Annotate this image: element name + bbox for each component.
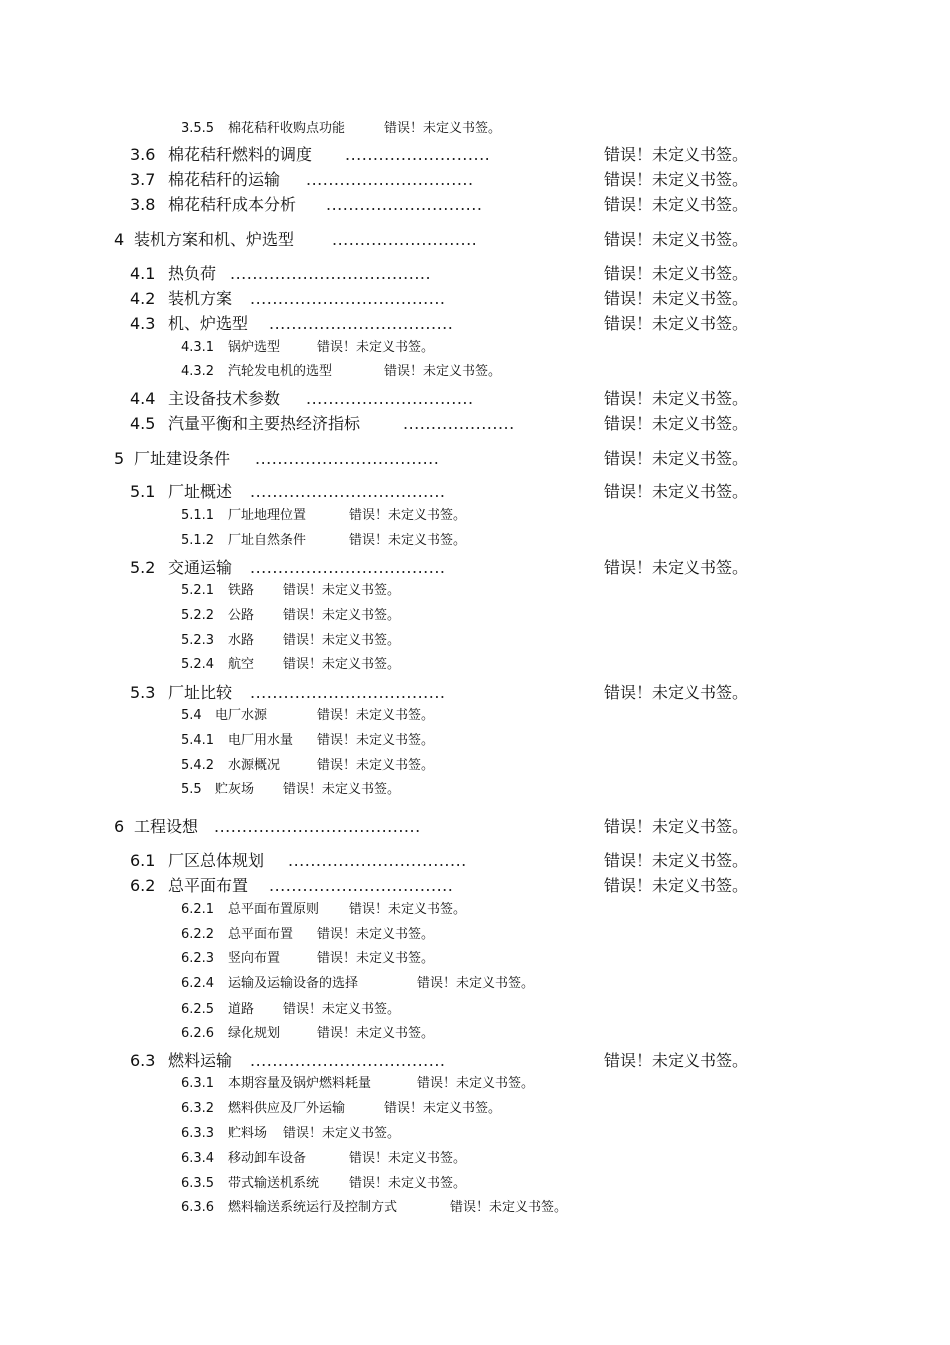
toc-entry-leader: ....................: [403, 414, 515, 433]
toc-entry-number: 5.5: [181, 782, 202, 797]
toc-entry-leader: .................................: [269, 314, 454, 333]
toc-entry-title: 总平面布置: [168, 876, 249, 895]
toc-entry-title: 燃料运输: [168, 1051, 233, 1070]
toc-entry-number: 5.1.1: [181, 508, 215, 523]
toc-entry-title: 交通运输: [168, 558, 233, 577]
toc-entry-number: 6.2: [130, 876, 156, 895]
toc-entry-number: 6.3: [130, 1051, 156, 1070]
toc-entry-error: 错误！未定义书签。: [604, 314, 749, 333]
toc-entry-leader: .....................................: [214, 817, 421, 836]
toc-entry-error: 错误！未定义书签。: [317, 733, 435, 748]
toc-entry-error: 错误！未定义书签。: [604, 876, 749, 895]
toc-entry-error: 错误！未定义书签。: [604, 1051, 749, 1070]
toc-entry-title: 电厂用水量: [228, 733, 294, 748]
toc-entry-number: 3.8: [130, 195, 156, 214]
toc-entry-title: 贮料场: [228, 1126, 268, 1141]
toc-entry-error: 错误！未定义书签。: [604, 482, 749, 501]
toc-entry-title: 汽轮发电机的选型: [228, 364, 333, 379]
toc-entry-error: 错误！未定义书签。: [317, 1026, 435, 1041]
toc-entry-error: 错误！未定义书签。: [604, 289, 749, 308]
toc-entry-title: 装机方案和机、炉选型: [134, 230, 295, 249]
toc-entry-error: 错误！未定义书签。: [349, 533, 467, 548]
toc-entry-title: 厂址比较: [168, 683, 233, 702]
toc-entry-error: 错误！未定义书签。: [283, 583, 401, 598]
toc-entry-number: 5.2.3: [181, 633, 215, 648]
toc-entry-number: 6.3.1: [181, 1076, 215, 1091]
toc-entry-leader: ..............................: [306, 389, 474, 408]
toc-entry-title: 装机方案: [168, 289, 233, 308]
toc-entry-error: 错误！未定义书签。: [604, 683, 749, 702]
toc-entry-title: 运输及运输设备的选择: [228, 976, 359, 991]
toc-entry-error: 错误！未定义书签。: [384, 1101, 502, 1116]
toc-entry-number: 5.4.1: [181, 733, 215, 748]
toc-entry-title: 厂址自然条件: [228, 533, 307, 548]
toc-entry-number: 6.3.4: [181, 1151, 215, 1166]
toc-entry-title: 棉花秸秆收购点功能: [228, 121, 346, 136]
toc-entry-error: 错误！未定义书签。: [450, 1200, 568, 1215]
toc-entry-leader: ...................................: [250, 1051, 446, 1070]
toc-entry-title: 绿化规划: [228, 1026, 281, 1041]
toc-entry-number: 5.2.4: [181, 657, 215, 672]
toc-entry-number: 5.2.2: [181, 608, 215, 623]
toc-entry-error: 错误！未定义书签。: [283, 1002, 401, 1017]
toc-entry-number: 4.4: [130, 389, 156, 408]
toc-entry-title: 厂区总体规划: [168, 851, 265, 870]
toc-entry-error: 错误！未定义书签。: [417, 976, 535, 991]
toc-entry-title: 工程设想: [134, 817, 199, 836]
toc-entry-error: 错误！未定义书签。: [283, 633, 401, 648]
toc-entry-number: 3.7: [130, 170, 156, 189]
toc-entry-number: 6.2.6: [181, 1026, 215, 1041]
toc-entry-error: 错误！未定义书签。: [604, 170, 749, 189]
toc-entry-error: 错误！未定义书签。: [349, 508, 467, 523]
toc-entry-error: 错误！未定义书签。: [317, 758, 435, 773]
toc-entry-error: 错误！未定义书签。: [349, 1151, 467, 1166]
toc-entry-error: 错误！未定义书签。: [283, 657, 401, 672]
toc-entry-error: 错误！未定义书签。: [317, 951, 435, 966]
toc-entry-leader: ....................................: [230, 264, 432, 283]
toc-entry-number: 3.5.5: [181, 121, 215, 136]
toc-entry-error: 错误！未定义书签。: [604, 145, 749, 164]
toc-entry-number: 6.2.2: [181, 927, 215, 942]
toc-entry-title: 公路: [228, 608, 255, 623]
toc-entry-error: 错误！未定义书签。: [604, 389, 749, 408]
toc-entry-number: 4.1: [130, 264, 156, 283]
toc-entry-leader: ..........................: [332, 230, 478, 249]
toc-entry-number: 5.2.1: [181, 583, 215, 598]
toc-entry-error: 错误！未定义书签。: [317, 927, 435, 942]
toc-entry-error: 错误！未定义书签。: [283, 782, 401, 797]
toc-entry-title: 竖向布置: [228, 951, 281, 966]
toc-entry-error: 错误！未定义书签。: [604, 414, 749, 433]
toc-entry-leader: ............................: [326, 195, 483, 214]
toc-entry-title: 带式输送机系统: [228, 1176, 320, 1191]
toc-entry-leader: ...................................: [250, 558, 446, 577]
toc-entry-number: 4.2: [130, 289, 156, 308]
toc-entry-leader: ...................................: [250, 683, 446, 702]
toc-entry-number: 5.3: [130, 683, 156, 702]
toc-entry-error: 错误！未定义书签。: [317, 340, 435, 355]
toc-entry-title: 道路: [228, 1002, 255, 1017]
toc-entry-error: 错误！未定义书签。: [384, 121, 502, 136]
toc-entry-leader: ...................................: [250, 482, 446, 501]
toc-entry-error: 错误！未定义书签。: [349, 1176, 467, 1191]
toc-entry-number: 5.1.2: [181, 533, 215, 548]
toc-entry-title: 棉花秸秆燃料的调度: [168, 145, 313, 164]
toc-entry-title: 本期容量及锅炉燃料耗量: [228, 1076, 372, 1091]
toc-entry-number: 4.3.2: [181, 364, 215, 379]
toc-entry-title: 电厂水源: [215, 708, 268, 723]
toc-entry-error: 错误！未定义书签。: [317, 708, 435, 723]
toc-entry-number: 5.4: [181, 708, 202, 723]
toc-entry-number: 6.2.3: [181, 951, 215, 966]
toc-entry-title: 主设备技术参数: [168, 389, 281, 408]
toc-entry-error: 错误！未定义书签。: [384, 364, 502, 379]
toc-entry-number: 6.2.5: [181, 1002, 215, 1017]
toc-entry-error: 错误！未定义书签。: [604, 230, 749, 249]
toc-entry-number: 4.3: [130, 314, 156, 333]
toc-entry-number: 4.3.1: [181, 340, 215, 355]
toc-entry-title: 机、炉选型: [168, 314, 249, 333]
toc-entry-number: 4.5: [130, 414, 156, 433]
toc-entry-title: 燃料输送系统运行及控制方式: [228, 1200, 398, 1215]
toc-entry-title: 航空: [228, 657, 255, 672]
toc-entry-error: 错误！未定义书签。: [604, 558, 749, 577]
toc-entry-number: 3.6: [130, 145, 156, 164]
toc-entry-error: 错误！未定义书签。: [283, 608, 401, 623]
toc-entry-number: 6.3.6: [181, 1200, 215, 1215]
toc-entry-title: 厂址建设条件: [134, 449, 231, 468]
toc-entry-number: 5.2: [130, 558, 156, 577]
toc-entry-error: 错误！未定义书签。: [604, 195, 749, 214]
toc-entry-number: 6.3.2: [181, 1101, 215, 1116]
toc-entry-error: 错误！未定义书签。: [349, 902, 467, 917]
toc-entry-error: 错误！未定义书签。: [417, 1076, 535, 1091]
toc-entry-error: 错误！未定义书签。: [604, 817, 749, 836]
toc-entry-title: 水源概况: [228, 758, 281, 773]
toc-entry-number: 6.1: [130, 851, 156, 870]
toc-entry-number: 6.3.5: [181, 1176, 215, 1191]
toc-entry-title: 水路: [228, 633, 255, 648]
toc-entry-error: 错误！未定义书签。: [604, 449, 749, 468]
toc-entry-title: 汽量平衡和主要热经济指标: [168, 414, 361, 433]
toc-entry-leader: ..........................: [345, 145, 491, 164]
toc-entry-error: 错误！未定义书签。: [604, 264, 749, 283]
toc-entry-number: 6.3.3: [181, 1126, 215, 1141]
toc-entry-title: 总平面布置: [228, 927, 294, 942]
toc-entry-title: 棉花秸秆成本分析: [168, 195, 297, 214]
toc-entry-leader: ...................................: [250, 289, 446, 308]
toc-entry-number: 4: [114, 230, 125, 249]
toc-entry-title: 移动卸车设备: [228, 1151, 307, 1166]
toc-entry-title: 锅炉选型: [228, 340, 281, 355]
toc-entry-error: 错误！未定义书签。: [604, 851, 749, 870]
toc-entry-number: 5: [114, 449, 125, 468]
toc-entry-title: 贮灰场: [215, 782, 255, 797]
toc-entry-leader: ..............................: [306, 170, 474, 189]
toc-entry-number: 5.4.2: [181, 758, 215, 773]
toc-entry-title: 铁路: [228, 583, 255, 598]
toc-entry-leader: .................................: [255, 449, 440, 468]
toc-entry-error: 错误！未定义书签。: [283, 1126, 401, 1141]
toc-entry-title: 棉花秸秆的运输: [168, 170, 281, 189]
toc-entry-title: 总平面布置原则: [228, 902, 320, 917]
toc-entry-number: 5.1: [130, 482, 156, 501]
toc-entry-title: 厂址地理位置: [228, 508, 307, 523]
toc-entry-number: 6.2.4: [181, 976, 215, 991]
toc-entry-title: 厂址概述: [168, 482, 233, 501]
toc-entry-title: 热负荷: [168, 264, 217, 283]
toc-entry-number: 6.2.1: [181, 902, 215, 917]
toc-entry-title: 燃料供应及厂外运输: [228, 1101, 346, 1116]
toc-entry-leader: ................................: [288, 851, 467, 870]
toc-entry-leader: .................................: [269, 876, 454, 895]
toc-entry-number: 6: [114, 817, 125, 836]
